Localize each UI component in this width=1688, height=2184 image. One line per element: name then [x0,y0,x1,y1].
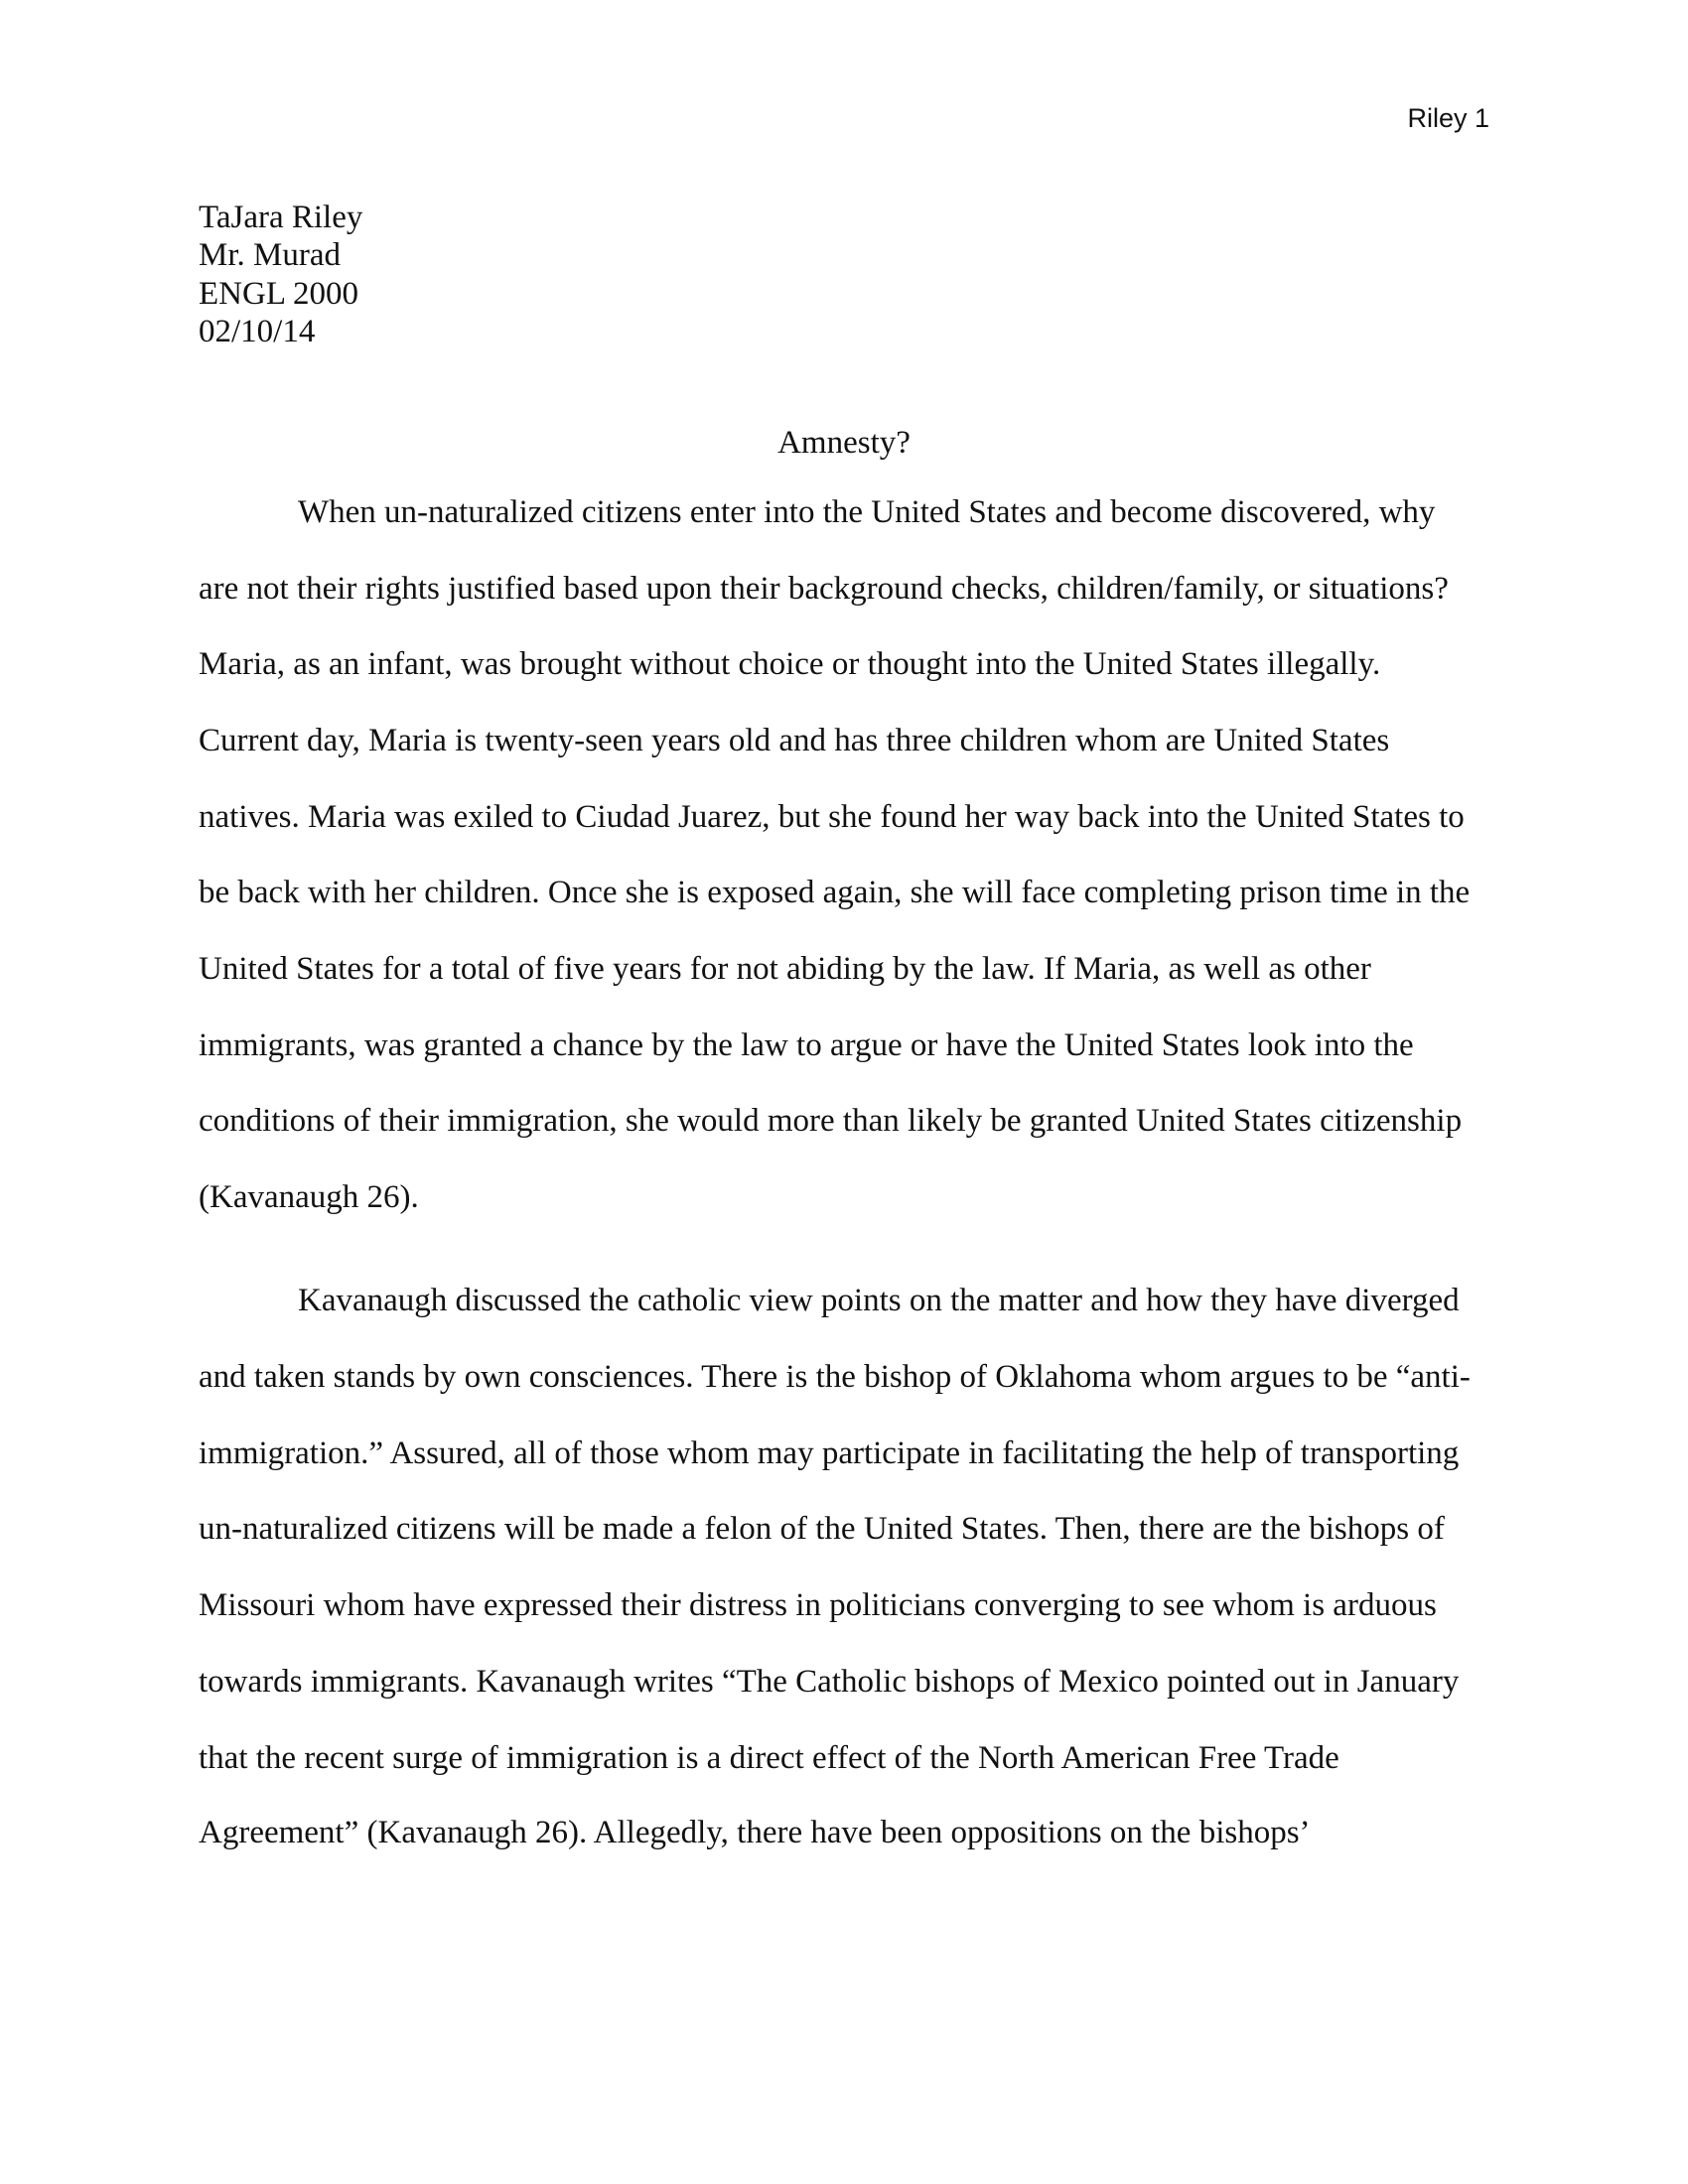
paragraph-line: natives. Maria was exiled to Ciudad Juarez, but she found her way back into the United States to [199,799,1465,835]
paragraph-line: Current day, Maria is twenty-seen years old and has three children whom are United States [199,723,1390,758]
paragraph-line: conditions of their immigration, she would more than likely be granted United States citizenship [199,1103,1463,1139]
paragraph-line: be back with her children. Once she is exposed again, she will face completing prison time in the [199,875,1471,910]
paragraph-line: that the recent surge of immigration is a direct effect of the North American Free Trade [199,1740,1339,1776]
paragraph-line: Kavanaugh discussed the catholic view points on the matter and how they have diverged [298,1283,1460,1318]
paragraph-line: Agreement” (Kavanaugh 26). Allegedly, there have been oppositions on the bishops’ [199,1815,1311,1850]
paragraph-line: un-naturalized citizens will be made a felon of the United States. Then, there are the bishops of [199,1511,1445,1547]
paragraph-line: Maria, as an infant, was brought without choice or thought into the United States illegally. [199,646,1381,682]
paragraph-line: are not their rights justified based upon their background checks, children/family, or situations? [199,571,1449,607]
paragraph-line: United States for a total of five years for not abiding by the law. If Maria, as well as other [199,951,1371,987]
course-name: ENGL 2000 [199,276,359,312]
essay-title: Amnesty? [777,425,911,461]
paragraph-line: Missouri whom have expressed their distress in politicians converging to see whom is arduous [199,1587,1437,1623]
instructor-name: Mr. Murad [199,237,341,273]
paragraph-line: and taken stands by own consciences. There is the bishop of Oklahoma whom argues to be “anti- [199,1359,1471,1395]
date: 02/10/14 [199,314,316,349]
paragraph-line: When un-naturalized citizens enter into the United States and become discovered, why [298,494,1436,530]
paragraph-line: towards immigrants. Kavanaugh writes “The Catholic bishops of Mexico pointed out in January [199,1664,1460,1700]
paragraph-line: (Kavanaugh 26). [199,1179,419,1215]
author-name: TaJara Riley [199,200,363,235]
running-head: Riley 1 [1407,103,1489,133]
paragraph-line: immigration.” Assured, all of those whom may participate in facilitating the help of transporting [199,1435,1460,1471]
paragraph-line: immigrants, was granted a chance by the law to argue or have the United States look into the [199,1027,1414,1063]
